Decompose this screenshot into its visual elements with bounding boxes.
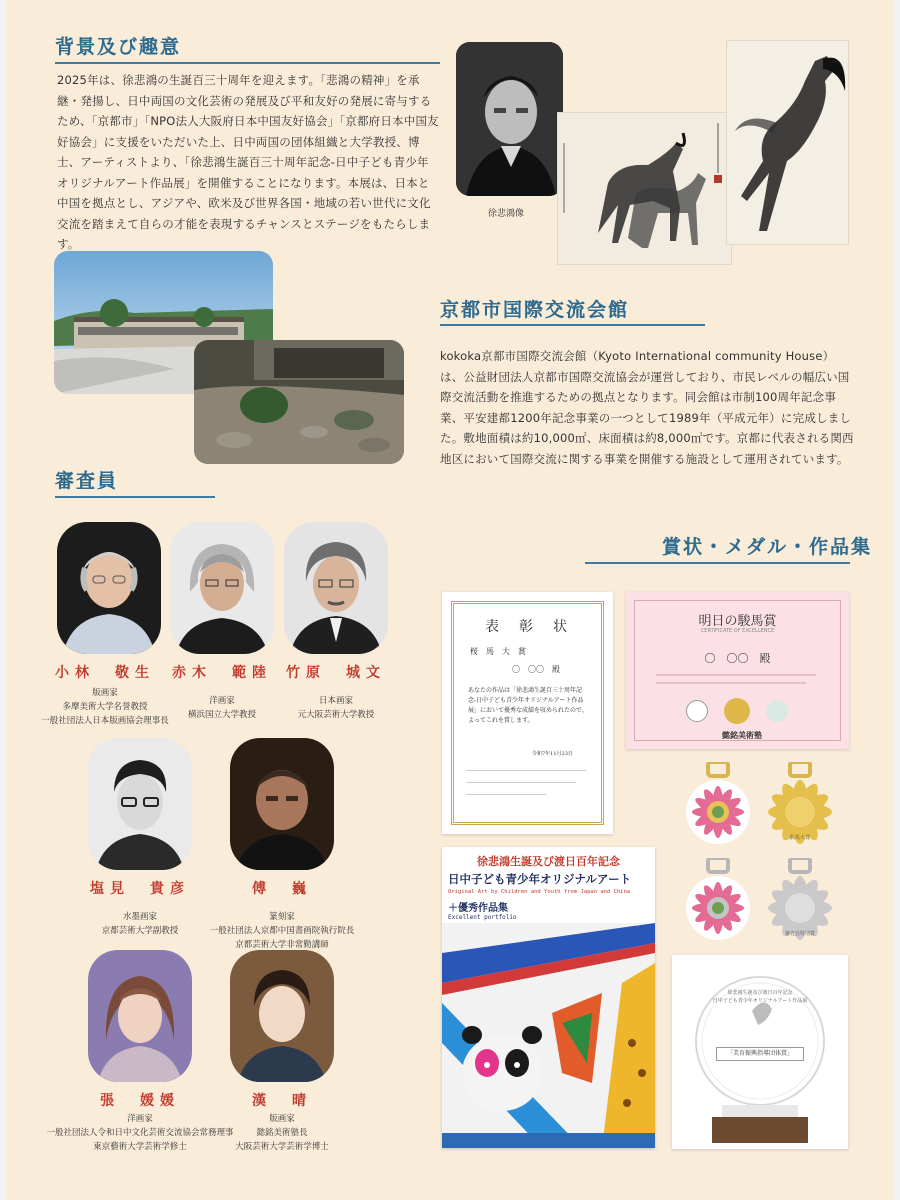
judge-photo-zhang [88,950,192,1082]
certificate-recipient: 〇 〇〇 殿 [512,665,560,674]
judge-photo-kobayashi [57,522,161,654]
venue-rule [440,324,705,326]
venue-paragraph: kokoka京都市国際交流会館（Kyoto International community House）は、公益財団法人京都市国際交流協会が運営しており、市民レベルの幅広い国際交流活動を推進するための拠点となります。同会館は市制100周年記念事業、平安建都1200年記念事業の一つとして1989年（平成元年）に完成しました。敷地面積は約10,000㎡、床面積は約8,000㎡です。京都に代表される関西地区において国際交流に関する事業を開催する施設として運用されています。 [440,349,854,466]
certificate-award: 桜 馬 大 賞 [470,647,526,656]
certificate-body: あなたの作品は「徐悲鴻生誕百三十周年記念-日中子ども青少年オリジナルアート作品展」において優秀な成績を収められたので、よってこれを賞します。 [468,687,588,724]
judge-role-zhang: 洋画家 一般社団法人令和日中文化芸術交流協会常務理事 東京藝術大学芸術学修士 [46,1114,234,1152]
judge-name-zhang: 張 媛媛 [100,1093,180,1109]
trophy-line2: 日中子ども青少年オリジナルアート作品展 [712,998,808,1004]
pink-certificate-mark: 懿銘美術塾 [722,731,762,740]
portfolio-cover [442,847,655,1148]
judge-name-takehara: 竹原 城文 [286,665,386,681]
judge-name-kan: 漢 晴 [252,1093,312,1109]
judge-name-fu: 傅 巍 [252,881,312,897]
medal-silver-label: 審査員特別賞 [784,931,815,937]
pink-certificate-title: 明日の駿馬賞 [698,614,777,629]
horse-painting-small [557,112,732,265]
background-paragraph: 2025年は、徐悲鴻の生誕百三十周年を迎えます。「悲鴻の精神」を承継・発揚し、日中両国の文化芸術の発展及び平和友好の発展に寄与するため、「京都市」「NPO法人大阪府日本中国友好協会」「京都府日本中国友好協会」に支援をいただいた上、日中両国の団体組織と大学教授、博士、アーティストより、「徐悲鴻生誕百三十周年記念-日中子ども青少年オリジナルアート作品展」を開催することになります。本展は、日本と中国を拠点とし、アジアや、欧米及び世界各国・地域の若い世代に文化交流を踏まえて自らの才能を表現するチャンスとステージをもたらします。 [57,73,439,251]
medal-flower-silver [682,858,754,946]
trophy-line1: 徐悲鴻生誕及び渡日百年記念 [727,990,793,996]
judge-name-shiomi: 塩見 貴彦 [90,881,190,897]
judge-role-kobayashi: 版画家 多摩美術大学名誉教授 一般社団法人日本版画協会理事長 [41,688,169,726]
awards-heading: 賞状・メダル・作品集 [662,536,873,558]
judge-name-akagi: 赤木 範陸 [172,665,272,681]
judges-heading: 審査員 [55,470,119,492]
judge-photo-kan [230,950,334,1082]
judge-role-takehara: 日本画家 元大阪芸術大学教授 [297,696,375,720]
portfolio-line3: Original Art by Children and Youth from Japan and China [448,889,631,895]
judge-photo-takehara [284,522,388,654]
garden-photo [194,340,404,464]
trophy-plate: 「美育振興指導団体賞」 [716,1047,804,1061]
judge-photo-shiomi [88,738,192,870]
certificate-title: 表 彰 状 [485,619,570,635]
portrait-photo [456,42,563,196]
medal-gold [764,762,836,850]
awards-rule [585,562,850,564]
judge-role-akagi: 洋画家 横浜国立大学教授 [187,696,256,720]
portfolio-line4: ＋優秀作品集 [448,903,508,914]
award-trophy [672,955,848,1149]
venue-heading: 京都市国際交流会館 [440,299,630,321]
portfolio-line5: Excellent portfolio [448,914,517,921]
pink-certificate-subtitle: CERTIFICATE OF EXCELLENCE [700,628,775,634]
judge-photo-akagi [170,522,274,654]
pink-certificate-recipient: 〇 〇〇 殿 [704,652,771,665]
award-pink-certificate [626,592,849,749]
certificate-date: 令和7年11月23日 [532,751,573,757]
medal-gold-label: 駿馬大賞 [789,835,810,841]
background-heading: 背景及び趣意 [55,36,182,58]
medal-flower-pink [682,762,754,850]
portrait-caption: 徐悲鴻像 [488,209,525,219]
judge-photo-fu [230,738,334,870]
background-rule [55,62,440,64]
judge-role-fu: 篆刻家 一般社団法人京都中国書画院執行院長 京都芸術大学非常勤講師 [209,912,355,950]
judge-role-shiomi: 水墨画家 京都芸術大学副教授 [101,912,179,936]
judge-name-kobayashi: 小林 敬生 [55,665,155,681]
judge-role-kan: 版画家 懿銘美術塾長 大阪芸術大学芸術学博士 [235,1114,329,1152]
award-certificate [442,592,613,834]
portfolio-line2: 日中子ども青少年オリジナルアート [448,872,632,886]
medal-silver [764,858,836,946]
judges-rule [55,496,215,498]
horse-painting-large [726,40,849,245]
portfolio-line1: 徐悲鴻生誕及び渡日百年記念 [477,855,620,868]
